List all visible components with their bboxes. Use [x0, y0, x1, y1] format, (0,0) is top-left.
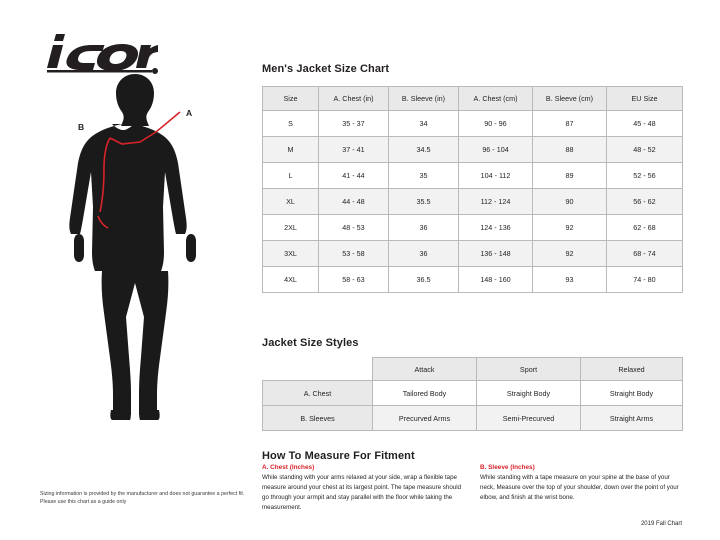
table-cell: Semi-Precurved: [477, 406, 581, 431]
styles-header-cell: Relaxed: [581, 358, 683, 381]
size-chart-title: Men's Jacket Size Chart: [262, 63, 390, 75]
table-cell: 93: [533, 267, 607, 293]
table-cell: 34: [389, 111, 459, 137]
size-chart-header-cell: Size: [263, 87, 319, 111]
size-chart-header-cell: EU Size: [607, 87, 683, 111]
table-row: [263, 215, 683, 241]
table-cell: 4XL: [263, 267, 319, 293]
jacket-size-styles-title: Jacket Size Styles: [262, 337, 359, 349]
table-cell: 41 - 44: [319, 163, 389, 189]
table-cell: 136 - 148: [459, 241, 533, 267]
table-cell: 89: [533, 163, 607, 189]
table-row: [263, 241, 683, 267]
table-cell: Tailored Body: [373, 381, 477, 406]
table-cell: 62 - 68: [607, 215, 683, 241]
table-row: [263, 111, 683, 137]
chest-instructions-body: While standing with your arms relaxed at your side, wrap a flexible tape measure around your chest at its largest point. The tape measure should go through your armpit and stay parallel with the floor while taking the measurement.: [262, 474, 462, 512]
how-to-measure-title: How To Measure For Fitment: [262, 450, 415, 462]
table-cell: 34.5: [389, 137, 459, 163]
table-cell: 104 - 112: [459, 163, 533, 189]
table-cell: 148 - 160: [459, 267, 533, 293]
table-cell: 2XL: [263, 215, 319, 241]
table-cell: 124 - 136: [459, 215, 533, 241]
styles-header-blank: [263, 358, 373, 381]
table-cell: 56 - 62: [607, 189, 683, 215]
table-row: [263, 163, 683, 189]
size-chart-header-cell: B. Sleeve (in): [389, 87, 459, 111]
styles-header-cell: Attack: [373, 358, 477, 381]
footer-note: 2019 Fall Chart: [640, 521, 682, 527]
table-cell: 52 - 56: [607, 163, 683, 189]
table-row: [263, 267, 683, 293]
table-cell: 92: [533, 215, 607, 241]
chest-instructions: [262, 464, 464, 513]
sleeve-instructions-heading: B. Sleeve (Inches): [480, 464, 535, 471]
table-cell: 74 - 80: [607, 267, 683, 293]
size-chart-table: [262, 86, 683, 293]
table-cell: S: [263, 111, 319, 137]
table-cell: 35: [389, 163, 459, 189]
table-cell: 48 - 52: [607, 137, 683, 163]
table-cell: 37 - 41: [319, 137, 389, 163]
chest-instructions-heading: A. Chest (Inches): [262, 464, 315, 471]
table-cell: 36: [389, 215, 459, 241]
table-cell: Precurved Arms: [373, 406, 477, 431]
table-cell: 68 - 74: [607, 241, 683, 267]
table-row: [263, 189, 683, 215]
styles-header-cell: Sport: [477, 358, 581, 381]
annotation-b-label: B: [78, 122, 85, 132]
jacket-size-styles-table: [262, 357, 683, 431]
table-cell: Straight Body: [477, 381, 581, 406]
table-row: [263, 137, 683, 163]
table-row: [263, 406, 683, 431]
table-cell: 3XL: [263, 241, 319, 267]
size-chart-header-cell: A. Chest (in): [319, 87, 389, 111]
table-cell: Straight Body: [581, 381, 683, 406]
table-cell: A. Chest: [263, 381, 373, 406]
table-cell: 36.5: [389, 267, 459, 293]
table-cell: Straight Arms: [581, 406, 683, 431]
table-cell: 87: [533, 111, 607, 137]
left-illustration-column: [0, 0, 250, 540]
table-cell: L: [263, 163, 319, 189]
table-cell: 35.5: [389, 189, 459, 215]
table-cell: 44 - 48: [319, 189, 389, 215]
size-chart-header-row: [263, 87, 683, 111]
table-cell: 90: [533, 189, 607, 215]
disclaimer-text: Sizing information is provided by the manufacturer and does not guarantee a perfect fit. Please use this chart as a guide only: [40, 491, 245, 506]
table-cell: XL: [263, 189, 319, 215]
table-row: [263, 381, 683, 406]
annotation-a-label: A: [186, 108, 193, 118]
table-cell: 45 - 48: [607, 111, 683, 137]
table-cell: 112 - 124: [459, 189, 533, 215]
table-cell: 88: [533, 137, 607, 163]
table-cell: 92: [533, 241, 607, 267]
table-cell: 90 - 96: [459, 111, 533, 137]
table-cell: B. Sleeves: [263, 406, 373, 431]
table-cell: 36: [389, 241, 459, 267]
table-cell: 96 - 104: [459, 137, 533, 163]
fitment-instructions: [262, 464, 682, 513]
table-cell: 48 - 53: [319, 215, 389, 241]
styles-header-row: [263, 358, 683, 381]
icon-logo: [38, 30, 158, 74]
table-cell: 53 - 58: [319, 241, 389, 267]
table-cell: M: [263, 137, 319, 163]
sleeve-instructions: [480, 464, 682, 513]
table-cell: 58 - 63: [319, 267, 389, 293]
size-chart-header-cell: A. Chest (cm): [459, 87, 533, 111]
size-chart-header-cell: B. Sleeve (cm): [533, 87, 607, 111]
sleeve-instructions-body: While standing with a tape measure on your spine at the base of your neck, Measure over the top of your shoulder, down over the point of your elbow, and finish at the wrist bone.: [480, 474, 679, 502]
table-cell: 35 - 37: [319, 111, 389, 137]
